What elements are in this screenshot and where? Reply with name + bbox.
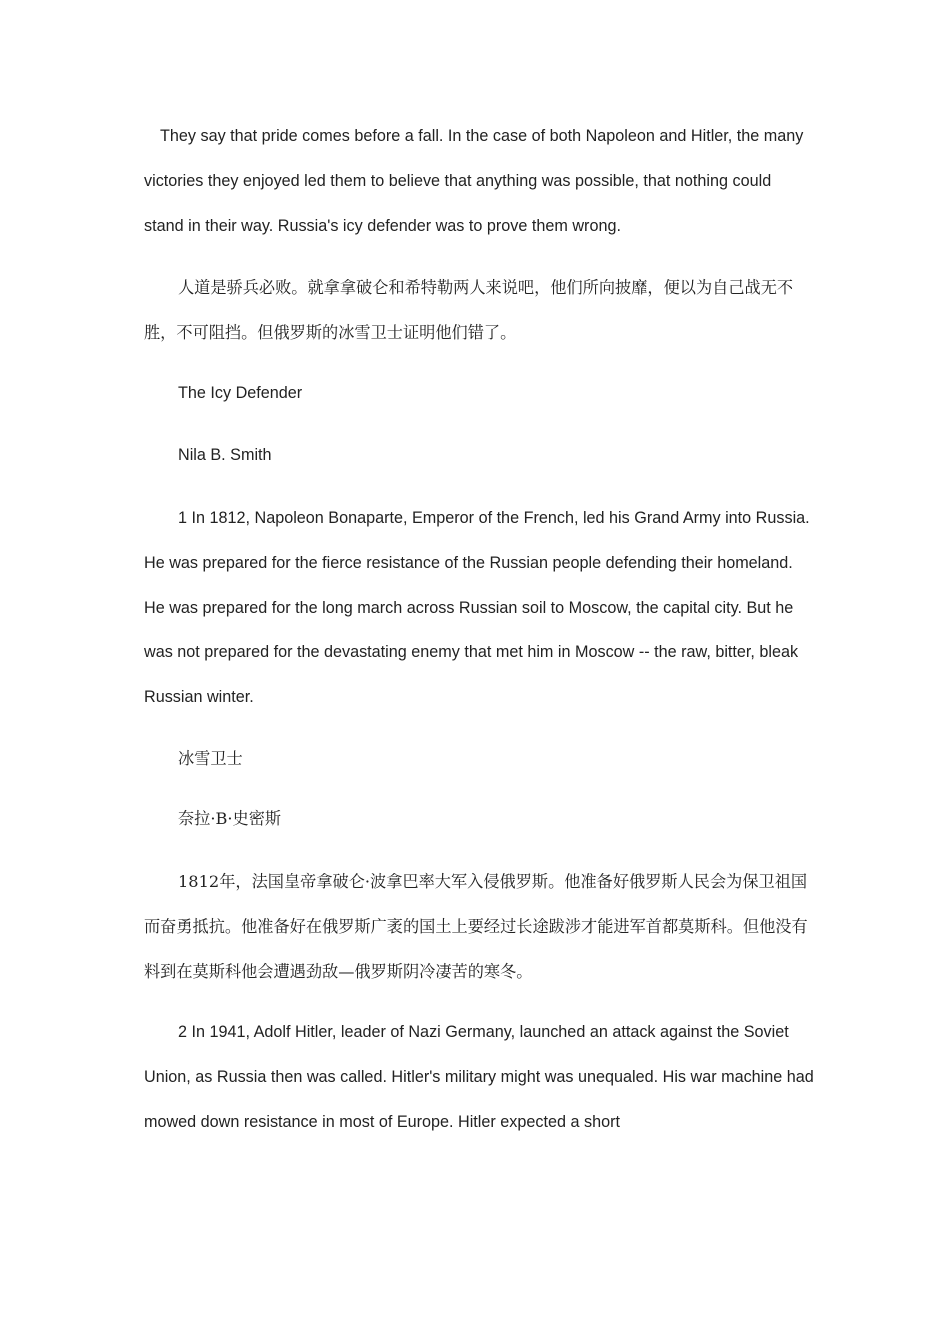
paragraph-1-chinese: 1812年，法国皇帝拿破仑·波拿巴率大军入侵俄罗斯。他准备好俄罗斯人民会为保卫祖国而奋勇抵抗。他准备好在俄罗斯广袤的国土上要经过长途跋涉才能进军首都莫斯科。但他没有料到在莫斯科他会遭遇劲敌—俄罗斯阴冷凄苦的寒冬。 xyxy=(144,872,808,981)
paragraph-1-english: 1 In 1812, Napoleon Bonaparte, Emperor of the French, led his Grand Army into Russia. He was prepared for the fierce resistance of the Russian people defending their homeland. He was prepared for the long march across Russian soil to Moscow, the capital city. But he was not prepared for the devastating enemy that met him in Moscow -- the raw, bitter, bleak Russian winter. xyxy=(144,509,810,707)
intro-paragraph-english: They say that pride comes before a fall. In the case of both Napoleon and Hitler, the many victories they enjoyed led them to believe that anything was possible, that nothing could stand in their way. Russia's icy defender was to prove them wrong. xyxy=(144,127,804,235)
article-title-chinese: 冰雪卫士 xyxy=(178,749,243,768)
paragraph-2-english: 2 In 1941, Adolf Hitler, leader of Nazi Germany, launched an attack against the Soviet Union, as Russia then was called. Hitler's military might was unequaled. His war machine had mowed down resistance in most of Europe. Hitler expected a short xyxy=(144,1023,814,1131)
article-author-chinese: 奈拉·B·史密斯 xyxy=(178,809,282,828)
article-title-english: The Icy Defender xyxy=(178,384,303,402)
article-author-english: Nila B. Smith xyxy=(178,446,272,464)
intro-paragraph-chinese: 人道是骄兵必败。就拿拿破仑和希特勒两人来说吧，他们所向披靡，便以为自己战无不胜，不可阻挡。但俄罗斯的冰雪卫士证明他们错了。 xyxy=(144,278,794,342)
